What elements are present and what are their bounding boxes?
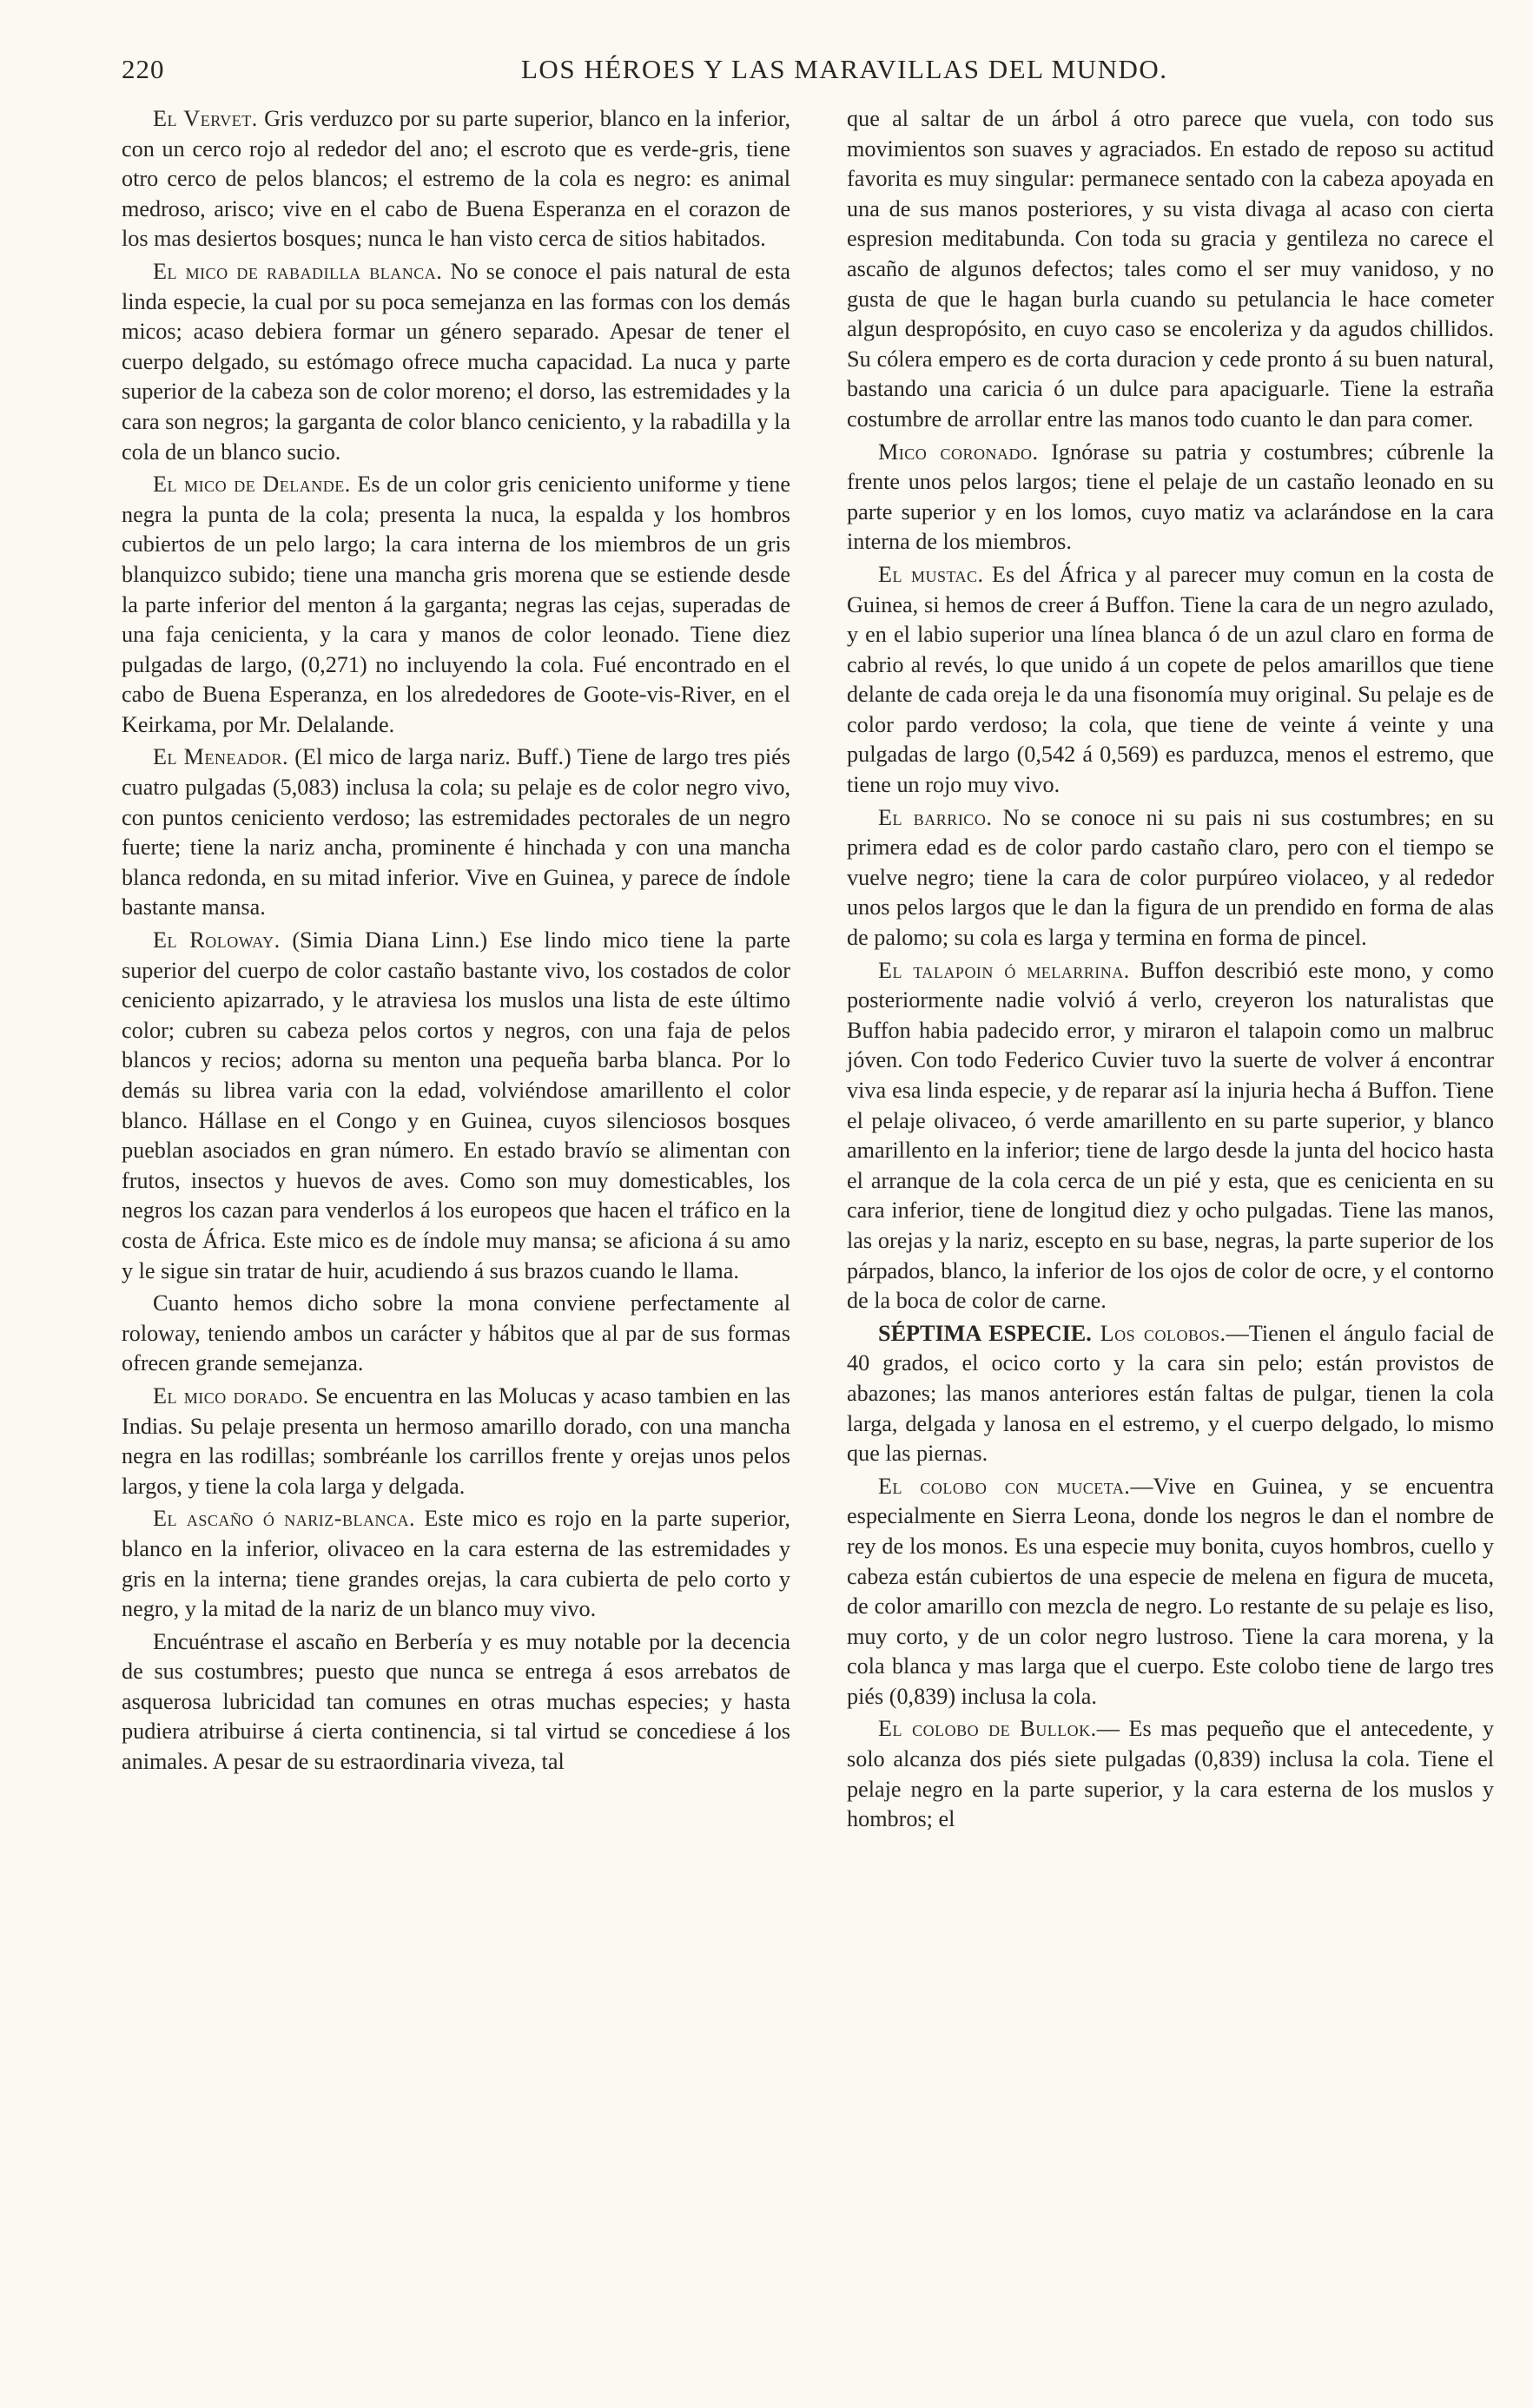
paragraph-ascano-continued <box>847 104 1494 435</box>
running-title: LOS HÉROES Y LAS MARAVILLAS DEL MUNDO. <box>521 54 1168 84</box>
paragraph-colobo-bullok <box>847 1714 1494 1834</box>
paragraph-mico-rabadilla-blanca <box>122 257 790 467</box>
paragraph-mico-dorado <box>122 1382 790 1501</box>
entry-name: Los colobos. <box>1091 1320 1226 1346</box>
entry-text: Gris verduzco por su parte superior, blanco en la inferior, con un cerco rojo al rededor del ano; el escroto que es verde-gris, tiene otro cerco de pelos blancos; el estremo de la cola es negro: es animal medroso, arisco; vive en el cabo de Buena Esperanza en el corazon de los mas desiertos bosques; nunca le han visto cerca de sitios habitados. <box>122 106 790 252</box>
entry-text: Ignórase su patria y costumbres; cúbrenle la frente unos pelos largos; tiene el pelaje de un castaño leonado en su parte superior y en los lomos, cuyo matiz va aclarándose en la cara interna de los miembros. <box>847 439 1494 555</box>
page-header <box>122 54 1468 92</box>
entry-name: El colobo de Bullok. <box>878 1716 1097 1742</box>
entry-name: El colobo con muceta. <box>878 1473 1131 1499</box>
paragraph-mico-delande <box>122 470 790 740</box>
entry-name: El Vervet. <box>153 106 258 131</box>
section-heading: SÉPTIMA ESPECIE. <box>878 1320 1092 1346</box>
entry-text: — Es mas pequeño que el antecedente, y solo alcanza dos piés siete pulgadas (0,839) inclusa la cola. Tiene el pelaje negro en la parte superior, y la cara esterna de los muslos y hombros; el <box>847 1716 1494 1832</box>
paragraph-septima-especie <box>847 1319 1494 1469</box>
entry-text: Se encuentra en las Molucas y acaso tambien en las Indias. Su pelaje presenta un hermoso amarillo dorado, con una mancha negra en las rodillas; sombréanle los carrillos frente y orejas unos pelos largos, y tiene la cola larga y delgada. <box>122 1382 790 1499</box>
page-number: 220 <box>122 54 165 84</box>
entry-name: El mico de rabadilla blanca. <box>153 258 443 284</box>
entry-text: Este mico es rojo en la parte superior, blanco en la inferior, olivaceo en la cara esterna de las estremidades y gris en la interna; tiene grandes orejas, la cara cubierta de pelo corto y negro, y la mitad de la nariz de un blanco muy vivo. <box>122 1506 790 1622</box>
paragraph-barrico <box>847 803 1494 953</box>
entry-text: que al saltar de un árbol á otro parece que vuela, con todo sus movimientos son suaves y agraciados. En estado de reposo su actitud favorita es muy singular: permanece sentado con la cabeza apoyada en una de sus manos posteriores, y su vista divaga al acaso con cierta espresion meditabunda. Con toda su gracia y gentileza no carece el ascaño de algunos defectos; tales como el ser muy vanidoso, y no gusta de que le hagan burla cuando su petulancia le hace cometer algun despropósito, en cuyo caso se encoleriza y da agudos chillidos. Su cólera empero es de corta duracion y cede pronto á su buen natural, bastando una caricia ó un dulce para apaciguarle. Tiene la estraña costumbre de arrollar entre las manos todo cuanto le dan para comer. <box>847 106 1494 432</box>
entry-text: —Tienen el ángulo facial de 40 grados, el ocico corto y la cara sin pelo; están provistos de abazones; las manos anteriores están faltas de pulgar, tienen la cola larga, delgada y lanosa en el estremo, y el cuerpo delgado, lo mismo que las piernas. <box>847 1320 1494 1467</box>
paragraph-vervet <box>122 104 790 254</box>
entry-text: Es de un color gris ceniciento uniforme y tiene negra la punta de la cola; presenta la nuca, la espalda y los hombros cubiertos de un pelo largo; la cara interna de los miembros de un gris blanquizco subido; tiene una mancha gris morena que se estiende desde la parte inferior del menton á la garganta; negras las cejas, superadas de una faja cenicienta, y la cara y manos de color leonado. Tiene diez pulgadas de largo, (0,271) no incluyendo la cola. Fué encontrado en el cabo de Buena Esperanza, en los alrededores de Goote-vis-River, en el Keirkama, por Mr. Delalande. <box>122 472 790 737</box>
paragraph-meneador <box>122 742 790 923</box>
entry-name: El mico dorado. <box>153 1382 309 1409</box>
entry-text: Buffon describió este mono, y como posteriormente nadie volvió á verlo, creyeron los naturalistas que Buffon habia padecido error, y miraron el talapoin como un malbruc jóven. Con todo Federico Cuvier tuvo la suerte de volver á encontrar viva esa linda especie, y de reparar así la injuria hecha á Buffon. Tiene el pelaje olivaceo, ó verde amarillento en su parte superior, y blanco amarillento en la inferior; tiene de largo desde la junta del hocico hasta el arranque de la cola cerca de un pié y esta, que es cenicienta en su cara inferior, tiene de longitud diez y ocho pulgadas. Tiene las manos, las orejas y la nariz, escepto en su base, negras, la parte superior de los párpados, blanco, la inferior de los ojos de color de ocre, y el contorno de la boca de color de carne. <box>847 957 1494 1314</box>
entry-name: El mico de Delande. <box>153 472 351 498</box>
paragraph-roloway <box>122 926 790 1286</box>
entry-name: El ascaño ó nariz-blanca. <box>153 1506 415 1532</box>
paragraph-talapoin <box>847 956 1494 1316</box>
entry-text: Cuanto hemos dicho sobre la mona conviene perfectamente al roloway, teniendo ambos un carácter y hábitos que al par de sus formas ofrecen grande semejanza. <box>122 1290 790 1376</box>
entry-name: El mustac. <box>878 561 984 587</box>
paragraph-ascano <box>122 1504 790 1624</box>
paragraph-mico-coronado <box>847 438 1494 557</box>
entry-text: (El mico de larga nariz. Buff.) Tiene de largo tres piés cuatro pulgadas (5,083) inclusa la cola; su pelaje es de color negro vivo, con puntos ceniciento verdoso; las estremidades pectorales de un negro fuerte; tiene la nariz ancha, prominente é hinchada y con una mancha blanca redonda, en su mitad inferior. Vive en Guinea, y parece de índole bastante mansa. <box>122 744 790 920</box>
entry-name: El Meneador. <box>153 744 289 770</box>
entry-name: El barrico. <box>878 804 993 830</box>
left-column <box>122 104 790 1780</box>
paragraph-mona-comparison <box>122 1289 790 1379</box>
entry-text: (Simia Diana Linn.) Ese lindo mico tiene la parte superior del cuerpo de color castaño bastante vivo, los costados de color ceniciento apizarrado, y le atraviesa los muslos una lista de este último color; cubren su cabeza pelos cortos y negros, con una faja de pelos blancos y recios; adorna su menton una pequeña barba blanca. Por lo demás su librea varia con la edad, volviéndose amarillento el color blanco. Hállase en el Congo y en Guinea, cuyos silenciosos bosques pueblan asociados en gran número. En estado bravío se alimentan con frutos, insectos y huevos de aves. Como son muy domesticables, los negros los cazan para venderlos á los europeos que hacen el tráfico en la costa de África. Este mico es de índole muy mansa; se aficiona á su amo y le sigue sin tratar de huir, acudiendo á sus brazos cuando le llama. <box>122 927 791 1283</box>
entry-name: Mico coronado. <box>878 439 1039 465</box>
entry-name: El Roloway. <box>153 927 281 953</box>
entry-text: Es del África y al parecer muy comun en la costa de Guinea, si hemos de creer á Buffon. Tiene la cara de un negro azulado, y en el labio superior una línea blanca ó de un azul claro en forma de cabrio al revés, lo que unido á un copete de pelos amarillos que tiene delante de cada oreja le da una fisonomía muy original. Su pelaje es de color pardo verdoso; la cola, que tiene de veinte á veinte y una pulgadas de largo (0,542 á 0,569) es parduzca, menos el estremo, que tiene un rojo muy vivo. <box>847 561 1494 798</box>
entry-text: Encuéntrase el ascaño en Berbería y es muy notable por la decencia de sus costumbres; puesto que nunca se entrega á esos arrebatos de asquerosa lubricidad tan comunes en otras muchas especies; y hasta pudiera atribuirse á cierta continencia, si tal virtud se concediese á los animales. A pesar de su estraordinaria viveza, tal <box>122 1628 790 1775</box>
paragraph-mustac <box>847 560 1494 801</box>
paragraph-ascano-habits <box>122 1627 790 1778</box>
entry-text: No se conoce ni su pais ni sus costumbres; en su primera edad es de color pardo castaño claro, pero con el tiempo se vuelve negro; tiene la cara de color purpúreo violaceo, y al rededor unos pelos largos que le dan la figura de un prendido en forma de alas de palomo; su cola es larga y termina en forma de pincel. <box>847 804 1494 951</box>
paragraph-colobo-muceta <box>847 1472 1494 1712</box>
entry-text: No se conoce el pais natural de esta linda especie, la cual por su poca semejanza en las formas con los demás micos; acaso debiera formar un género separado. Apesar de tener el cuerpo delgado, su estómago ofrece mucha capacidad. La nuca y parte superior de la cabeza son de color moreno; el dorso, las estremidades y la cara son negros; la garganta de color blanco ceniciento, y la rabadilla y la cola de un blanco sucio. <box>122 258 790 465</box>
entry-text: —Vive en Guinea, y se encuentra especialmente en Sierra Leona, donde los negros le dan el nombre de rey de los monos. Es una especie muy bonita, cuyos hombros, cuello y cabeza están cubiertos de una especie de melena en figura de muceta, de color amarillo con mezcla de negro. Lo restante de su pelaje es liso, muy corto, y de un color negro lustroso. Tiene la cara morena, y la cola blanca y mas larga que el cuerpo. Este colobo tiene de largo tres piés (0,839) inclusa la cola. <box>847 1473 1494 1709</box>
entry-name: El talapoin ó melarrina. <box>878 957 1130 983</box>
right-column <box>847 104 1494 1837</box>
